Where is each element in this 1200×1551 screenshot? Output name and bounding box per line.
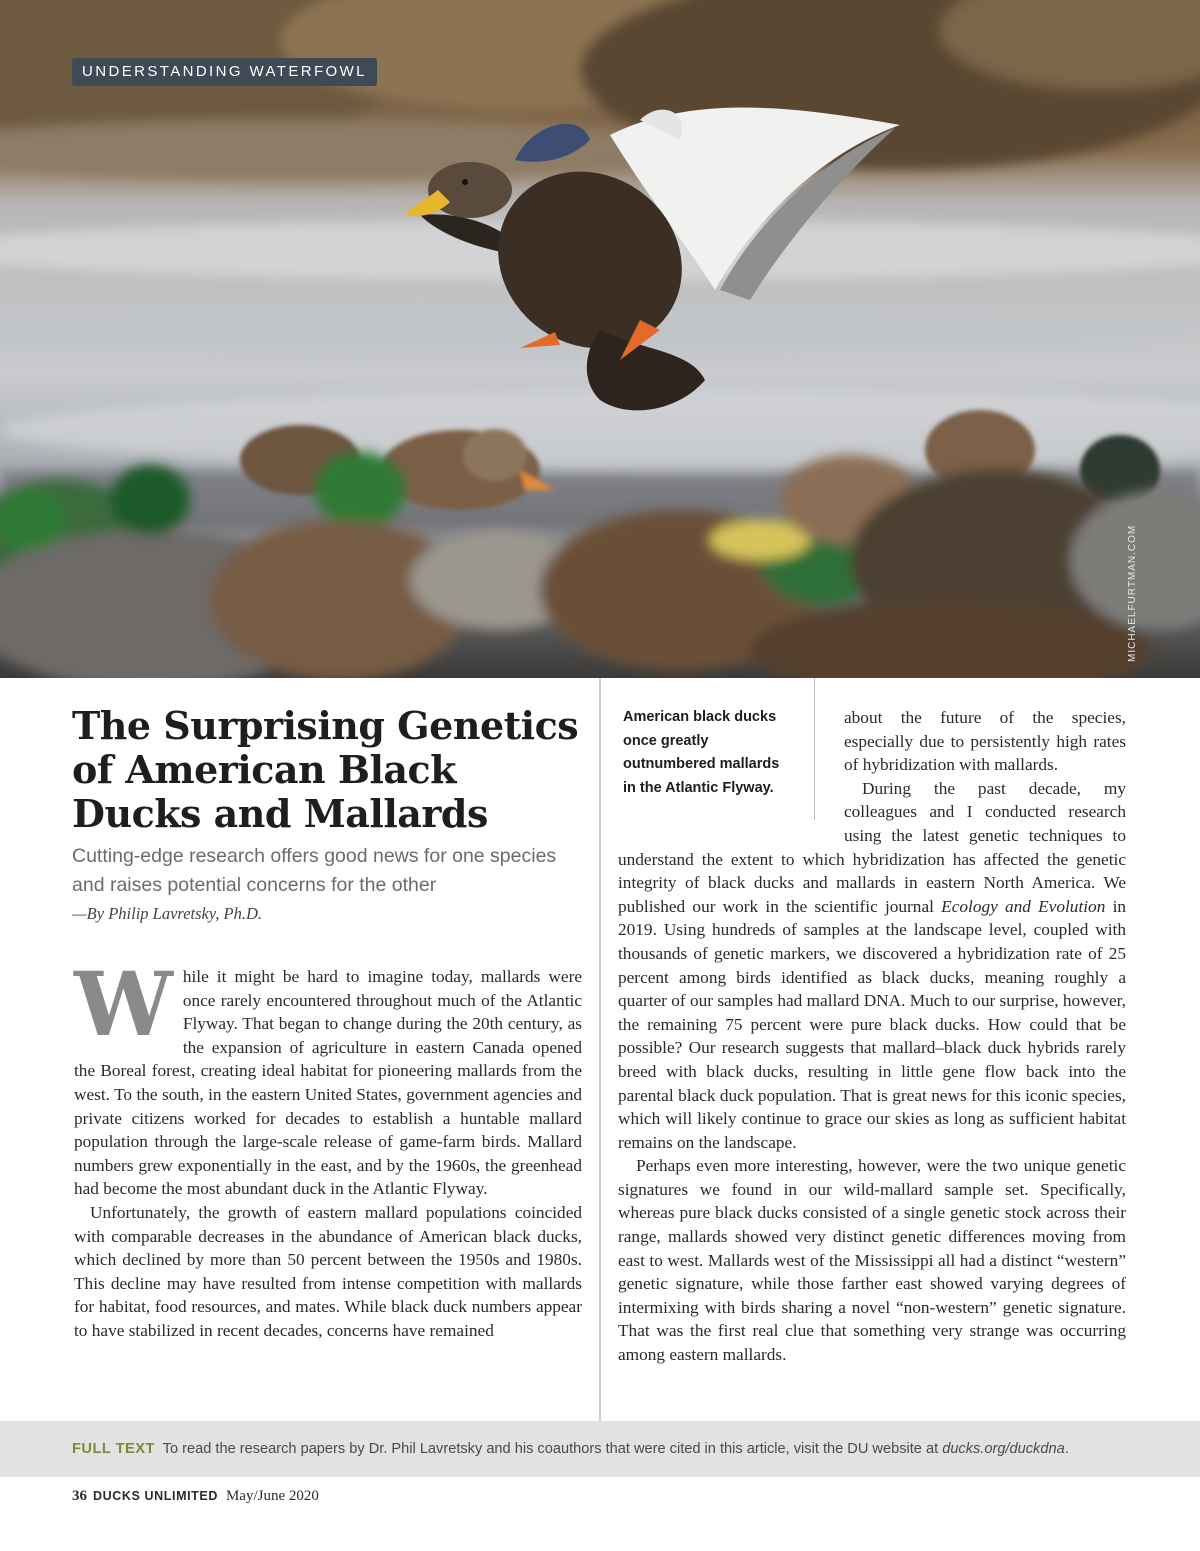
paragraph: During the past decade, my colleagues and I conducted research using the latest genetic techniques to understand the extent to which hybridization has affected the genetic integrity of black ducks and mallards in eastern North America. We published our work in the scientific journal Ecology and Evolution in 2019. Using hundreds of samples at the landscape level, coupled with thousands of genetic markers, we discovered a hybridization rate of 25 percent among birds identified as black ducks, meaning roughly a quarter of our samples had mallard DNA. Much to our surprise, however, the remaining 75 percent were pure black ducks. How could that be possible? Our research suggests that mallard–black duck hybrids rarely breed with black ducks, resulting in little gene flow back into the parental black duck population. That is great news for this iconic species, which will likely continue to grace our skies as long as sufficient habitat remains on the landscape. <box>618 778 1127 1152</box>
drop-cap: W <box>74 952 173 1056</box>
full-text-bar: FULL TEXT To read the research papers by Dr. Phil Lavretsky and his coauthors that were cited in this article, visit the DU website at ducks.org/duckdna. <box>0 1421 1200 1477</box>
paragraph: about the future of the species, especially due to persistently high rates of hybridization with mallards. <box>844 708 1126 775</box>
column-divider <box>599 678 601 1421</box>
pull-quote: American black ducks once greatly outnumbered mallards in the Atlantic Flyway. <box>623 709 780 796</box>
paragraph-text: hile it might be hard to imagine today, mallards were once rarely encountered throughout much of the Atlantic Flyway. That began to change during the 20th century, as the expansion of agriculture in eastern Canada opened the Boreal forest, creating ideal habitat for pioneering mallards from the west. To the south, in the eastern United States, government agencies and private citizens worked for decades to establish a huntable mallard population through the large-scale release of game-farm birds. Mallard numbers grew exponentially in the east, and by the 1960s, the greenhead had become the most abundant duck in the Atlantic Flyway. <box>74 967 582 1199</box>
article-title: The Surprising Genetics of American Black Ducks and Mallards <box>72 703 579 836</box>
column-left <box>74 952 582 1343</box>
full-text-label: FULL TEXT <box>72 1441 155 1457</box>
byline: —By Philip Lavretsky, Ph.D. <box>72 904 263 923</box>
issue-date: May/June 2020 <box>225 1488 319 1504</box>
column-right <box>618 706 1126 1367</box>
section-tag: UNDERSTANDING WATERFOWL <box>72 58 377 86</box>
page-number: 36 <box>72 1488 87 1504</box>
journal-name: Ecology and Evolution <box>941 896 1106 916</box>
flying-black-duck-photo <box>0 0 1200 678</box>
paragraph <box>74 952 582 1201</box>
paragraph: Perhaps even more interesting, however, were the two unique genetic signatures we found in our wild-mallard sample set. Specifically, whereas pure black ducks consisted of a single genetic stock across their range, mallards showed very distinct genetic differences moving from east to west. Mallards west of the Mississippi all had a distinct “western” genetic signature, while those farther east showed varying degrees of intermixing with birds sharing a novel “non-western” genetic signature. That was the first real clue that something very strange was occurring among eastern mallards. <box>618 1156 1126 1365</box>
photo-credit: MICHAELFURTMAN.COM <box>1127 524 1138 662</box>
full-text-link[interactable]: ducks.org/duckdna <box>942 1441 1065 1457</box>
full-text-note: To read the research papers by Dr. Phil Lavretsky and his coauthors that were cited in this article, visit the DU website at <box>162 1441 939 1457</box>
hero-photo <box>0 0 1200 678</box>
magazine-name: DUCKS UNLIMITED <box>93 1489 218 1503</box>
page-folio <box>72 1488 319 1505</box>
article-deck: Cutting-edge research offers good news for one species and raises potential concerns for the other <box>72 845 557 896</box>
paragraph: Unfortunately, the growth of eastern mallard populations coincided with comparable decreases in the abundance of American black ducks, which declined by more than 50 percent between the 1950s and 1980s. This decline may have resulted from intense competition with mallards for habitat, food resources, and mates. While black duck numbers appear to have stabilized in recent decades, concerns have remained <box>74 1202 582 1340</box>
